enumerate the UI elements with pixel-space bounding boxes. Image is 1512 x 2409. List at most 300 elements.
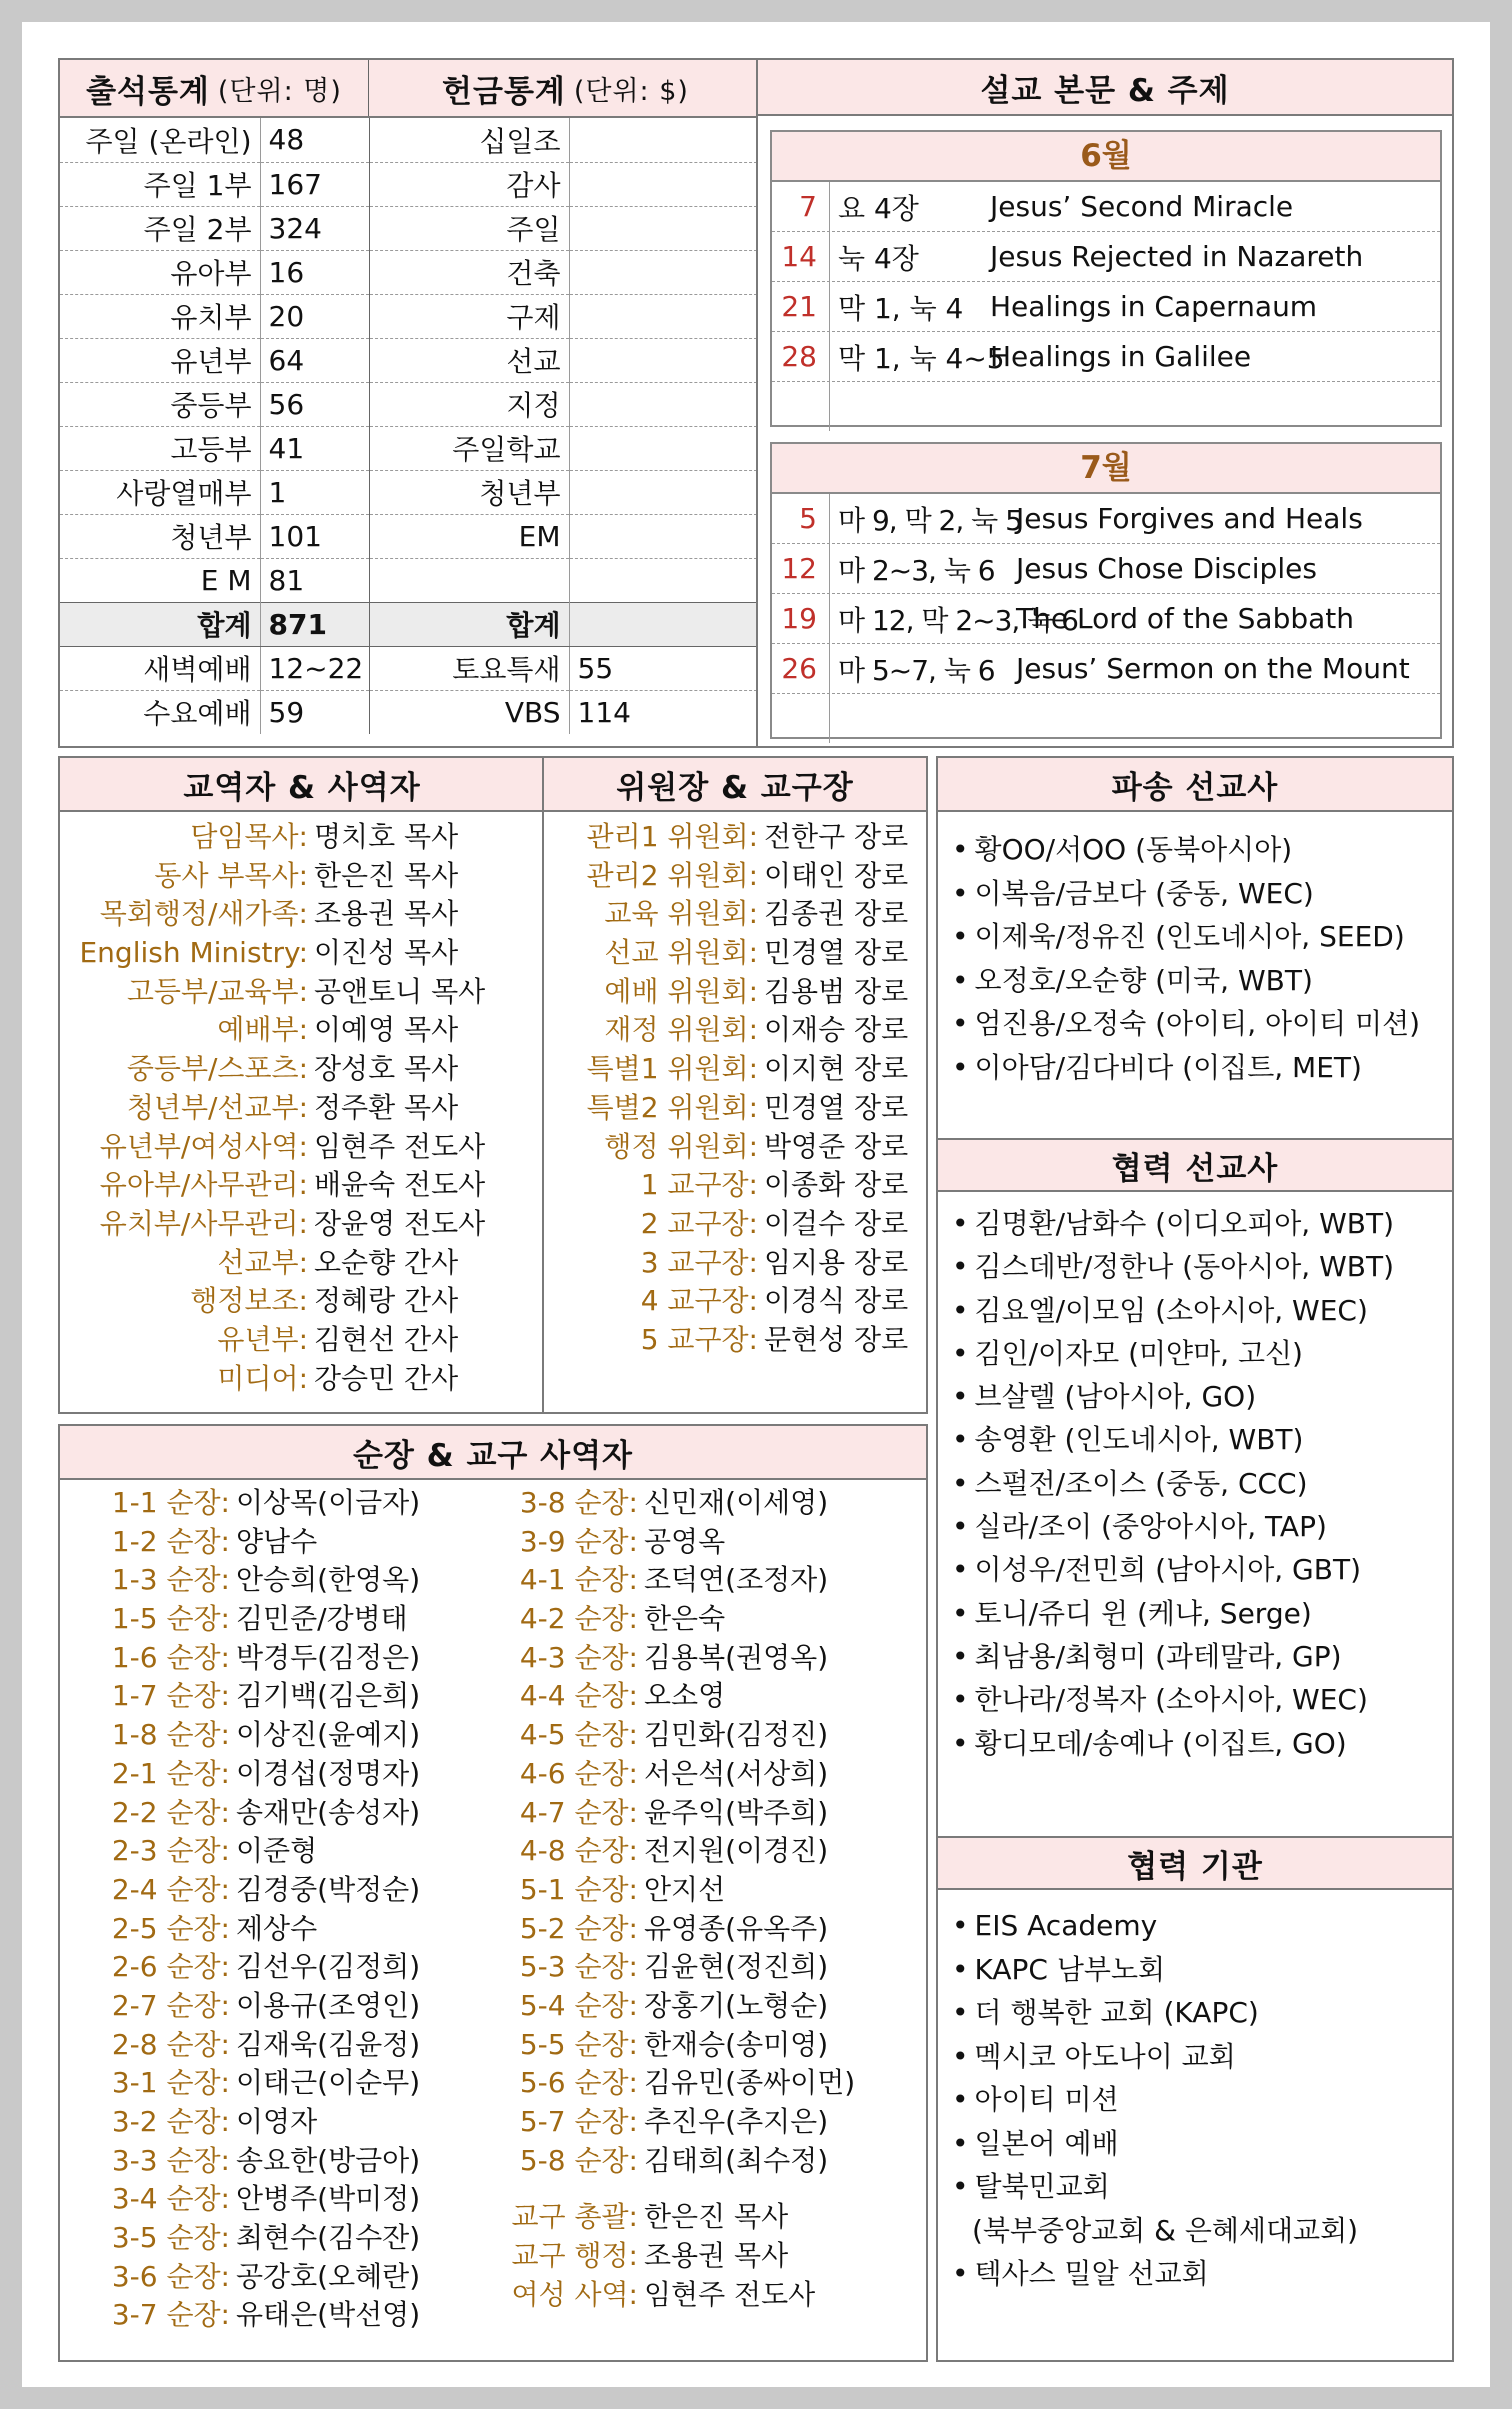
attendance-value: 324 xyxy=(260,206,369,250)
role-row xyxy=(544,973,926,1012)
role-label: 4-8 순장: xyxy=(519,1834,638,1868)
role-name: 공앤토니 목사 xyxy=(314,974,486,1008)
role-row xyxy=(498,2237,855,2276)
list-item xyxy=(952,915,1452,959)
role-label: 2 교구장: xyxy=(640,1206,758,1240)
sermon-row xyxy=(772,594,1440,644)
bullet-icon: • xyxy=(952,1466,969,1500)
role-row xyxy=(60,1321,544,1360)
role-label: 2-8 순장: xyxy=(111,2027,230,2061)
list-item-text: 송영환 (인도네시아, WBT) xyxy=(974,1423,1304,1457)
role-label: 1-5 순장: xyxy=(111,1602,230,1636)
role-label: 동사 부목사: xyxy=(154,858,308,892)
cell-leaders-header: 순장 & 교구 사역자 xyxy=(60,1426,926,1480)
role-row xyxy=(498,1948,855,1987)
role-label: 5-8 순장: xyxy=(519,2143,638,2177)
sermon-title: Healings in Capernaum xyxy=(990,290,1318,323)
role-row xyxy=(498,1910,855,1949)
role-row xyxy=(90,1716,420,1755)
stat-row xyxy=(60,514,762,558)
attendance-value: 101 xyxy=(260,514,369,558)
list-item-text: 이복음/금보다 (중동, WEC) xyxy=(974,876,1314,910)
bullet-icon: • xyxy=(952,963,969,997)
role-name: 김유민(종싸이먼) xyxy=(644,2066,856,2100)
bullet-icon: • xyxy=(952,1050,969,1084)
sermon-row xyxy=(772,232,1440,282)
role-label: 4-6 순장: xyxy=(519,1756,638,1790)
role-label: 특별2 위원회: xyxy=(586,1090,758,1124)
role-label: 4-7 순장: xyxy=(519,1795,638,1829)
role-row xyxy=(544,1205,926,1244)
role-label: 1-2 순장: xyxy=(111,1524,230,1558)
role-row xyxy=(90,1484,420,1523)
role-name: 송재만(송성자) xyxy=(236,1795,421,1829)
role-row xyxy=(90,1639,420,1678)
list-item xyxy=(952,1722,1394,1765)
role-row xyxy=(90,2296,420,2335)
role-name: 안승희(한영옥) xyxy=(236,1563,421,1597)
stat-row xyxy=(60,558,762,602)
role-row xyxy=(60,973,544,1012)
offering-header: 헌금통계 (단위: $) xyxy=(369,60,762,116)
sermon-row xyxy=(772,694,1440,743)
role-row xyxy=(90,1523,420,1562)
list-item-text: 김명환/남화수 (이디오피아, WBT) xyxy=(974,1207,1395,1240)
role-row xyxy=(498,1716,855,1755)
role-row xyxy=(60,818,544,857)
role-label: 교구 총괄: xyxy=(511,2200,638,2234)
offering-extra-label: VBS xyxy=(369,690,569,734)
role-name: 최현수(김수잔) xyxy=(236,2221,421,2255)
list-item-text: 실라/조이 (중앙아시아, TAP) xyxy=(974,1510,1327,1544)
role-row xyxy=(498,1523,855,1562)
list-item-text: 김스데반/정한나 (동아시아, WBT) xyxy=(974,1250,1395,1284)
bullet-icon: • xyxy=(952,1996,969,2029)
role-name: 김용복(권영옥) xyxy=(644,1640,829,1674)
list-item-text: 멕시코 아도나이 교회 xyxy=(974,2039,1236,2073)
list-item xyxy=(952,1002,1452,1046)
role-name: 이진성 목사 xyxy=(314,936,459,970)
list-item-text: 브살렐 (남아시아, GO) xyxy=(974,1380,1257,1414)
role-label: 4-1 순장: xyxy=(519,1563,638,1597)
role-row xyxy=(60,1011,544,1050)
role-label: 재정 위원회: xyxy=(604,1013,758,1047)
role-row xyxy=(544,1089,926,1128)
list-item xyxy=(952,2122,1358,2166)
list-item xyxy=(952,959,1452,1003)
role-row xyxy=(90,2180,420,2219)
role-label: 예배 위원회: xyxy=(604,974,758,1008)
role-label: 유년부/여성사역: xyxy=(99,1129,308,1163)
role-label: 5-5 순장: xyxy=(519,2027,638,2061)
offering-value xyxy=(569,382,762,426)
attendance-label: 고등부 xyxy=(60,426,260,470)
role-label: 5-7 순장: xyxy=(519,2105,638,2138)
role-name: 장성호 목사 xyxy=(314,1052,459,1086)
attendance-value: 1 xyxy=(260,470,369,514)
role-row xyxy=(544,1011,926,1050)
role-row xyxy=(90,1948,420,1987)
offering-value xyxy=(569,426,762,470)
role-name: 명치호 목사 xyxy=(314,820,459,853)
offering-extra-label: 토요특새 xyxy=(369,646,569,690)
bullet-icon: • xyxy=(952,1380,969,1414)
stat-row xyxy=(60,206,762,250)
sermon-row xyxy=(772,282,1440,332)
role-label: 특별1 위원회: xyxy=(586,1052,758,1086)
role-name: 박경두(김정은) xyxy=(236,1640,421,1674)
role-name: 이걸수 장로 xyxy=(764,1206,909,1240)
role-row xyxy=(498,1832,855,1871)
role-row xyxy=(498,1794,855,1833)
role-label: 선교부: xyxy=(217,1245,308,1279)
cell-gap xyxy=(498,2180,855,2198)
sermon-date: 19 xyxy=(772,594,830,643)
attendance-value: 48 xyxy=(260,118,369,162)
list-item xyxy=(952,1678,1394,1721)
role-row xyxy=(90,2103,420,2142)
role-label: 1-1 순장: xyxy=(111,1486,230,1519)
sermon-row xyxy=(772,382,1440,431)
role-label: 2-6 순장: xyxy=(111,1950,230,1984)
sermon-date: 28 xyxy=(772,332,830,381)
offering-value xyxy=(569,162,762,206)
role-label: 4-5 순장: xyxy=(519,1718,638,1752)
offering-value xyxy=(569,118,762,162)
role-label: 목회행정/새가족: xyxy=(99,897,308,931)
role-name: 이지현 장로 xyxy=(764,1052,909,1086)
role-label: 미디어: xyxy=(217,1361,308,1395)
sermon-row xyxy=(772,644,1440,694)
list-item xyxy=(952,872,1452,916)
list-item-text: 황디모데/송예나 (이집트, GO) xyxy=(974,1726,1347,1760)
bullet-icon: • xyxy=(952,1250,969,1284)
role-row xyxy=(544,1050,926,1089)
attendance-label: 주일 2부 xyxy=(60,206,260,250)
role-row xyxy=(60,1244,544,1283)
stat-row xyxy=(60,338,762,382)
list-item xyxy=(952,2209,1358,2253)
sermon-verse: 막 1, 눅 4 xyxy=(838,291,964,325)
role-name: 추진우(추지은) xyxy=(644,2105,829,2138)
attendance-label: 유치부 xyxy=(60,294,260,338)
offering-value xyxy=(569,514,762,558)
attendance-label: 유아부 xyxy=(60,250,260,294)
attendance-value: 16 xyxy=(260,250,369,294)
partner-missionaries-list xyxy=(952,1202,1394,1765)
list-item xyxy=(952,1548,1394,1591)
role-row xyxy=(90,2064,420,2103)
sermon-date xyxy=(772,382,830,431)
role-label: 5 교구장: xyxy=(640,1322,758,1356)
role-name: 오소영 xyxy=(644,1679,726,1713)
list-item xyxy=(952,828,1452,872)
list-item xyxy=(952,1991,1358,2035)
stat-row xyxy=(60,294,762,338)
role-row xyxy=(498,2026,855,2065)
sermon-box xyxy=(756,58,1454,748)
role-label: 선교 위원회: xyxy=(604,936,758,970)
role-name: 이상목(이금자) xyxy=(236,1486,421,1519)
bullet-icon: • xyxy=(952,876,969,910)
role-name: 윤주익(박주희) xyxy=(644,1795,829,1829)
role-label: 관리1 위원회: xyxy=(586,820,758,853)
bullet-icon: • xyxy=(952,1683,969,1717)
attendance-label: 주일 1부 xyxy=(60,162,260,206)
bullet-icon: • xyxy=(952,1207,969,1240)
bullet-icon: • xyxy=(952,1336,969,1370)
role-label: 1 교구장: xyxy=(640,1168,758,1202)
sermon-title: Jesus’ Second Miracle xyxy=(990,190,1294,223)
role-name: 한은숙 xyxy=(644,1602,726,1636)
role-row xyxy=(544,857,926,896)
role-name: 조용권 목사 xyxy=(314,897,459,931)
role-label: 2-2 순장: xyxy=(111,1795,230,1829)
sermon-header: 설교 본문 & 주제 xyxy=(758,60,1452,116)
role-label: 2-5 순장: xyxy=(111,1911,230,1945)
stat-row xyxy=(60,426,762,470)
list-item-text: 이성우/전민희 (남아시아, GBT) xyxy=(974,1553,1361,1587)
partner-organizations-header: 협력 기관 xyxy=(938,1836,1452,1890)
bullet-icon: • xyxy=(952,2039,969,2073)
role-name: 이경식 장로 xyxy=(764,1284,909,1318)
offering-value xyxy=(569,206,762,250)
role-label: 담임목사: xyxy=(190,820,308,853)
bullet-icon: • xyxy=(952,1639,969,1673)
role-name: 정주환 목사 xyxy=(314,1090,459,1124)
attendance-label: 주일 (온라인) xyxy=(60,118,260,162)
role-row xyxy=(498,1987,855,2026)
sermon-date: 12 xyxy=(772,544,830,593)
role-name: 전지원(이경진) xyxy=(644,1834,829,1868)
attendance-extra-value: 59 xyxy=(260,690,369,734)
role-label: 3-1 순장: xyxy=(111,2066,230,2100)
role-name: 한은진 목사 xyxy=(314,858,459,892)
role-name: 안지선 xyxy=(644,1872,726,1906)
role-label: 2-1 순장: xyxy=(111,1756,230,1790)
role-label: 4 교구장: xyxy=(640,1284,758,1318)
bullet-icon: • xyxy=(952,2257,969,2290)
role-row xyxy=(60,857,544,896)
role-row xyxy=(90,2258,420,2297)
offering-label: 감사 xyxy=(369,162,569,206)
attendance-value: 41 xyxy=(260,426,369,470)
offering-value xyxy=(569,470,762,514)
role-row xyxy=(498,2142,855,2181)
committee-header: 위원장 & 교구장 xyxy=(544,758,926,812)
list-item xyxy=(952,2035,1358,2079)
list-item-text: 아이티 미션 xyxy=(974,2083,1119,2116)
offering-label: 주일 xyxy=(369,206,569,250)
attendance-extra-label: 새벽예배 xyxy=(60,646,260,690)
missionaries-box xyxy=(936,756,1454,2362)
list-item xyxy=(952,1635,1394,1678)
offering-label: EM xyxy=(369,514,569,558)
list-item xyxy=(952,1245,1394,1288)
list-item xyxy=(952,1046,1452,1090)
role-name: 김태희(최수정) xyxy=(644,2143,829,2177)
list-item-text: 일본어 예배 xyxy=(974,2126,1119,2160)
role-label: 2-4 순장: xyxy=(111,1872,230,1906)
role-label: 5-3 순장: xyxy=(519,1950,638,1984)
list-item-text: 텍사스 밀알 선교회 xyxy=(974,2257,1209,2290)
role-label: 5-4 순장: xyxy=(519,1988,638,2022)
role-name: 김재욱(김윤정) xyxy=(236,2027,421,2061)
list-item-text: 한나라/정복자 (소아시아, WEC) xyxy=(974,1683,1368,1717)
attendance-value: 56 xyxy=(260,382,369,426)
bullet-icon: • xyxy=(952,1510,969,1544)
role-row xyxy=(90,2219,420,2258)
sermon-row xyxy=(772,494,1440,544)
role-label: 중등부/스포츠: xyxy=(126,1052,308,1086)
stat-extra-row xyxy=(60,646,762,690)
list-item-text: 더 행복한 교회 (KAPC) xyxy=(974,1996,1259,2029)
list-item-text: 이아담/김다비다 (이집트, MET) xyxy=(974,1050,1362,1084)
role-name: 이재승 장로 xyxy=(764,1013,909,1047)
bullet-icon: • xyxy=(952,920,969,953)
bullet-icon: • xyxy=(952,1909,969,1942)
staff-box xyxy=(58,756,546,1414)
attendance-extra-label: 수요예배 xyxy=(60,690,260,734)
offering-label: 구제 xyxy=(369,294,569,338)
role-row xyxy=(498,1677,855,1716)
role-label: 3 교구장: xyxy=(640,1245,758,1279)
role-name: 민경열 장로 xyxy=(764,1090,909,1124)
role-name: 제상수 xyxy=(236,1911,318,1945)
list-item xyxy=(952,2078,1358,2122)
role-row xyxy=(544,1321,926,1360)
role-label: 3-2 순장: xyxy=(111,2105,230,2138)
attendance-value: 167 xyxy=(260,162,369,206)
committee-box xyxy=(542,756,928,1414)
offering-value xyxy=(569,338,762,382)
stat-row xyxy=(60,250,762,294)
list-item xyxy=(952,2165,1358,2209)
role-name: 김민화(김정진) xyxy=(644,1718,829,1752)
role-label: 3-4 순장: xyxy=(111,2182,230,2216)
role-name: 이태근(이순무) xyxy=(236,2066,421,2100)
role-row xyxy=(90,1561,420,1600)
offering-label xyxy=(369,558,569,602)
role-name: 이예영 목사 xyxy=(314,1013,459,1047)
role-name: 이용규(조영인) xyxy=(236,1988,421,2022)
statistics-table xyxy=(60,118,762,734)
role-label: 3-3 순장: xyxy=(111,2143,230,2177)
list-item xyxy=(952,1332,1394,1375)
attendance-value: 81 xyxy=(260,558,369,602)
role-row xyxy=(90,1600,420,1639)
sermon-verse: 요 4장 xyxy=(838,191,919,225)
total-row xyxy=(60,602,762,646)
role-row xyxy=(498,1484,855,1523)
sermon-date: 26 xyxy=(772,644,830,693)
role-label: 5-2 순장: xyxy=(519,1911,638,1945)
role-name: 송요한(방금아) xyxy=(236,2143,421,2177)
role-name: 전한구 장로 xyxy=(764,820,909,853)
role-label: 3-8 순장: xyxy=(519,1486,638,1519)
role-label: 유치부/사무관리: xyxy=(99,1206,308,1240)
role-label: 관리2 위원회: xyxy=(586,858,758,892)
role-row xyxy=(60,1166,544,1205)
sermon-date: 21 xyxy=(772,282,830,331)
role-label: 1-8 순장: xyxy=(111,1718,230,1752)
bullet-icon: • xyxy=(952,1007,969,1040)
offering-extra-value: 114 xyxy=(577,695,631,729)
role-label: 1-7 순장: xyxy=(111,1679,230,1713)
offering-label: 청년부 xyxy=(369,470,569,514)
attendance-value: 20 xyxy=(260,294,369,338)
list-item-text: 탈북민교회 xyxy=(974,2170,1110,2203)
role-name: 신민재(이세영) xyxy=(644,1486,829,1519)
role-name: 김기백(김은희) xyxy=(236,1679,421,1713)
offering-label: 선교 xyxy=(369,338,569,382)
cell-leaders-right xyxy=(498,1484,855,2314)
role-label: 유년부: xyxy=(217,1322,308,1356)
sermon-date: 14 xyxy=(772,232,830,281)
attendance-header: 출석통계 (단위: 명) xyxy=(60,60,369,116)
role-row xyxy=(60,1205,544,1244)
bullet-icon: • xyxy=(952,1553,969,1587)
role-name: 유영종(유옥주) xyxy=(644,1911,829,1945)
role-label: 3-5 순장: xyxy=(111,2221,230,2255)
statistics-box xyxy=(58,58,764,748)
cell-leaders-box xyxy=(58,1424,928,2362)
role-row xyxy=(498,1561,855,1600)
role-name: 장윤영 전도사 xyxy=(314,1206,486,1240)
role-name: 이준형 xyxy=(236,1834,318,1868)
list-item-text: 이제욱/정유진 (인도네시아, SEED) xyxy=(974,920,1405,953)
role-row xyxy=(498,1639,855,1678)
staff-list xyxy=(60,812,544,1398)
role-row xyxy=(60,934,544,973)
role-name: 김용범 장로 xyxy=(764,974,909,1008)
role-row xyxy=(60,1089,544,1128)
sermon-date: 7 xyxy=(772,182,830,231)
role-label: 청년부/선교부: xyxy=(126,1090,308,1124)
role-label: 3-6 순장: xyxy=(111,2259,230,2293)
role-row xyxy=(90,2026,420,2065)
offering-total-label: 합계 xyxy=(369,602,569,646)
list-item xyxy=(952,1948,1358,1992)
attendance-total-value: 871 xyxy=(260,602,369,646)
committee-list xyxy=(544,812,926,1360)
role-name: 공영옥 xyxy=(644,1524,726,1558)
list-item-text: 황OO/서OO (동북아시아) xyxy=(974,833,1293,866)
role-name: 이상진(윤예지) xyxy=(236,1718,421,1752)
role-label: 예배부: xyxy=(217,1013,308,1047)
role-label: 고등부/교육부: xyxy=(126,974,308,1008)
sermon-row xyxy=(772,332,1440,382)
sermon-verse: 마 12, 막 2~3, 눅 6 xyxy=(838,603,1078,637)
bullet-icon: • xyxy=(952,1596,969,1630)
role-row xyxy=(90,1755,420,1794)
list-item-text: 토니/쥬디 윈 (케냐, Serge) xyxy=(974,1596,1312,1630)
role-row xyxy=(498,1871,855,1910)
role-name: 임현주 전도사 xyxy=(644,2277,816,2311)
role-name: 김윤현(정진희) xyxy=(644,1950,829,1984)
offering-label: 건축 xyxy=(369,250,569,294)
sermon-row xyxy=(772,544,1440,594)
list-item xyxy=(952,1505,1394,1548)
role-row xyxy=(544,1244,926,1283)
bullet-icon: • xyxy=(952,1423,969,1457)
role-name: 장홍기(노형순) xyxy=(644,1988,829,2022)
role-label: 2-3 순장: xyxy=(111,1834,230,1868)
stat-extra-row xyxy=(60,690,762,734)
attendance-label: 청년부 xyxy=(60,514,260,558)
sermon-verse: 마 2~3, 눅 6 xyxy=(838,553,995,587)
list-item-text: (북부중앙교회 & 은혜세대교회) xyxy=(972,2213,1359,2247)
